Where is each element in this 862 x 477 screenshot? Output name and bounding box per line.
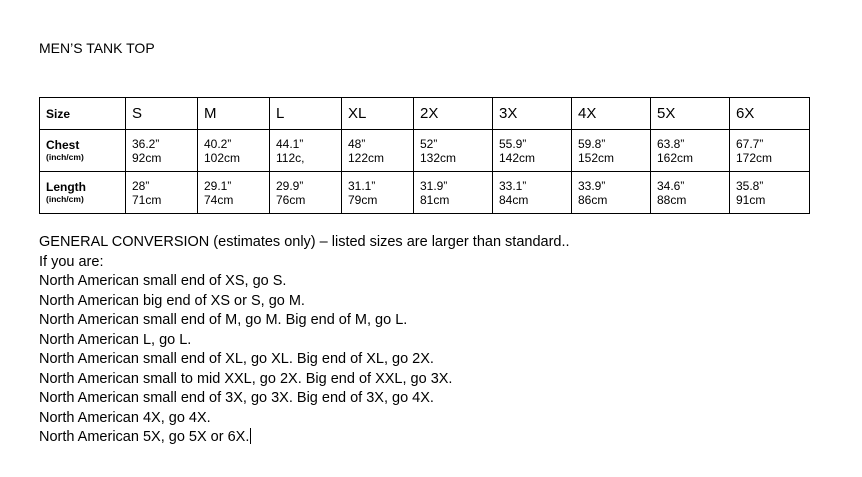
notes-last-line — [39, 428, 839, 448]
table-cell — [414, 130, 493, 172]
cell-inches: 33.9” — [578, 178, 606, 193]
notes-line: North American small end of XS, go S. — [39, 273, 287, 289]
notes-line: North American 4X, go 4X. — [39, 409, 211, 426]
notes-line: North American big end of XS or S, go M. — [39, 292, 305, 309]
header-cell-xl — [342, 98, 414, 130]
table-cell — [198, 172, 270, 214]
cell-cm: 74cm — [204, 192, 234, 207]
size-header: L — [276, 104, 285, 122]
cell-inches: 40.2” — [204, 136, 232, 151]
notes-line: GENERAL CONVERSION (estimates only) – listed sizes are larger than standard.. — [39, 234, 570, 250]
cell-cm: 132cm — [420, 150, 457, 165]
cell-inches: 29.9” — [276, 178, 304, 193]
cell-cm: 102cm — [204, 150, 241, 165]
table-cell — [651, 130, 730, 172]
cell-inches: 29.1” — [204, 178, 232, 193]
table-corner-cell — [40, 98, 126, 130]
cell-inches: 36.2” — [132, 136, 160, 151]
cell-cm: 152cm — [578, 150, 615, 165]
row-label-cell — [40, 130, 126, 172]
header-cell-5x — [651, 98, 730, 130]
cell-cm: 122cm — [348, 150, 385, 165]
document-title: MEN’S TANK TOP — [39, 40, 155, 56]
cell-inches: 28” — [132, 178, 150, 193]
table-cell — [126, 130, 198, 172]
table-cell — [198, 130, 270, 172]
cell-inches: 63.8” — [657, 136, 685, 151]
cell-cm: 81cm — [420, 192, 450, 207]
table-cell — [270, 172, 342, 214]
cell-inches: 55.9” — [499, 136, 527, 151]
table-cell — [342, 130, 414, 172]
size-chart-table — [39, 97, 810, 214]
table-cell — [572, 172, 651, 214]
table-row-chest — [40, 130, 810, 172]
cell-cm: 79cm — [348, 192, 378, 207]
size-header: XL — [348, 104, 367, 122]
notes-line: If you are: — [39, 253, 104, 270]
size-header: 2X — [420, 104, 439, 122]
cell-cm: 172cm — [736, 150, 773, 165]
cell-cm: 86cm — [578, 192, 608, 207]
size-header: S — [132, 104, 143, 122]
cell-inches: 52” — [420, 136, 438, 151]
cell-cm: 88cm — [657, 192, 687, 207]
header-cell-s — [126, 98, 198, 130]
header-cell-6x — [730, 98, 810, 130]
header-cell-2x — [414, 98, 493, 130]
conversion-notes[interactable] — [39, 233, 839, 448]
cell-inches: 31.9” — [420, 178, 448, 193]
notes-line: North American small to mid XXL, go 2X. Big end of XXL, go 3X. — [39, 370, 453, 387]
notes-line: North American small end of M, go M. Big end of M, go L. — [39, 312, 408, 328]
table-row-length — [40, 172, 810, 214]
row-unit: (inch/cm) — [46, 194, 84, 204]
cell-inches: 67.7” — [736, 136, 764, 151]
table-cell — [270, 130, 342, 172]
text-cursor — [250, 428, 251, 444]
cell-cm: 142cm — [499, 150, 536, 165]
table-cell — [414, 172, 493, 214]
size-column-label: Size — [46, 106, 71, 121]
table-cell — [572, 130, 651, 172]
notes-line-text: North American 5X, go 5X or 6X. — [39, 429, 250, 445]
cell-cm: 76cm — [276, 192, 306, 207]
row-label: Chest — [46, 138, 80, 152]
header-cell-l — [270, 98, 342, 130]
size-header: 3X — [499, 104, 518, 122]
cell-inches: 48” — [348, 136, 366, 151]
cell-inches: 59.8” — [578, 136, 606, 151]
notes-line: North American L, go L. — [39, 331, 192, 348]
table-header-row — [40, 98, 810, 130]
cell-cm: 92cm — [132, 150, 162, 165]
row-label: Length — [46, 180, 86, 194]
header-cell-3x — [493, 98, 572, 130]
table-cell — [651, 172, 730, 214]
cell-inches: 31.1” — [348, 178, 376, 193]
table-cell — [730, 172, 810, 214]
cell-cm: 71cm — [132, 192, 162, 207]
cell-inches: 35.8” — [736, 178, 764, 193]
notes-line: North American small end of 3X, go 3X. Big end of 3X, go 4X. — [39, 390, 434, 406]
size-header: 5X — [657, 104, 676, 122]
notes-line: North American small end of XL, go XL. Big end of XL, go 2X. — [39, 351, 434, 367]
header-cell-4x — [572, 98, 651, 130]
size-header: M — [204, 104, 217, 122]
row-unit: (inch/cm) — [46, 152, 84, 162]
cell-cm: 162cm — [657, 150, 694, 165]
header-cell-m — [198, 98, 270, 130]
cell-inches: 34.6” — [657, 178, 685, 193]
row-label-cell — [40, 172, 126, 214]
table-cell — [126, 172, 198, 214]
cell-inches: 44.1” — [276, 136, 304, 151]
cell-cm: 84cm — [499, 192, 529, 207]
table-cell — [730, 130, 810, 172]
table-cell — [493, 172, 572, 214]
size-header: 4X — [578, 104, 597, 122]
size-header: 6X — [736, 104, 755, 122]
cell-cm: 91cm — [736, 192, 766, 207]
table-cell — [493, 130, 572, 172]
table-cell — [342, 172, 414, 214]
cell-inches: 33.1” — [499, 178, 527, 193]
cell-cm: 112c, — [276, 150, 305, 165]
